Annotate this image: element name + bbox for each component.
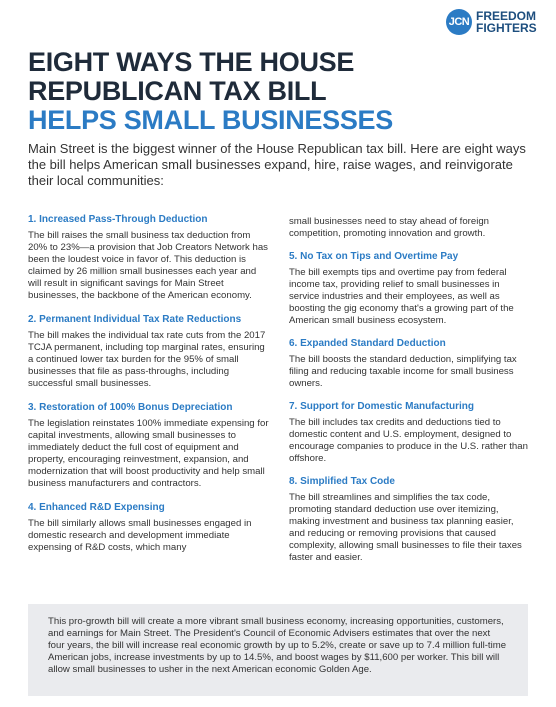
section-8 bbox=[289, 476, 531, 564]
page-headline bbox=[28, 48, 528, 135]
logo-line-1: FREEDOM bbox=[476, 9, 536, 23]
summary-text: This pro-growth bill will create a more vibrant small business economy, increasing opportunities, customers, and earnings for Main Street. The President's Council of Economic Advisers estimates that over the next four years, the bill will increase real economic growth by up to 5.2%, create or save up to 7.4 million full-time American jobs, increase investments by up to 14.5%, and boost wages by $11,600 per worker. This bill will allow small businesses to usher in the next American economic Golden Age. bbox=[48, 616, 507, 675]
section-title: 2. Permanent Individual Tax Rate Reductions bbox=[28, 314, 242, 325]
section-title: 4. Enhanced R&D Expensing bbox=[28, 502, 165, 513]
section-body: The legislation reinstates 100% immediate expensing for capital investments, allowing small businesses to immediately deduct the full cost of equipment and property, encouraging reinvestment, expansion, and modernization that will boost productivity and help small business manufacturers and contractors. bbox=[28, 418, 269, 489]
section-body: The bill raises the small business tax deduction from 20% to 23%—a provision that Job Creators Network has been the loudest voice in favor of. This deduction is claimed by 26 million small businesses each year and will result in significant savings for Main Street businesses, the backbone of the American economy. bbox=[28, 230, 268, 301]
section-4 bbox=[28, 502, 270, 554]
section-title: 8. Simplified Tax Code bbox=[289, 476, 395, 487]
section-title: 3. Restoration of 100% Bonus Depreciation bbox=[28, 402, 233, 413]
right-column bbox=[289, 216, 531, 575]
section-title: 1. Increased Pass-Through Deduction bbox=[28, 214, 208, 225]
section-body: The bill boosts the standard deduction, simplifying tax filing and reducing taxable income for small business owners. bbox=[289, 354, 517, 389]
headline-line-3: HELPS SMALL BUSINESSES bbox=[28, 105, 393, 135]
left-column bbox=[28, 214, 270, 566]
summary-callout-box bbox=[28, 604, 528, 696]
intro-paragraph: Main Street is the biggest winner of the House Republican tax bill. Here are eight ways the bill helps American small businesses expand, hire, raise wages, and reinvigorate their local communities: bbox=[28, 141, 526, 188]
headline-line-1: EIGHT WAYS THE HOUSE bbox=[28, 47, 355, 77]
section-4-continuation: small businesses need to stay ahead of foreign competition, promoting innovation and growth. bbox=[289, 216, 489, 239]
section-body: The bill includes tax credits and deductions tied to domestic content and U.S. employment, designed to encourage companies to produce in the U.S. rather than offshore. bbox=[289, 417, 528, 464]
logo-line-2: FIGHTERS bbox=[476, 21, 537, 35]
section-2 bbox=[28, 314, 270, 390]
section-7 bbox=[289, 401, 531, 465]
section-1 bbox=[28, 214, 270, 302]
section-5 bbox=[289, 251, 531, 327]
logo-wordmark bbox=[476, 10, 537, 34]
section-body: The bill similarly allows small businesses engaged in domestic research and development immediate expensing of R&D costs, which many bbox=[28, 518, 252, 553]
freedom-fighters-logo bbox=[446, 9, 537, 35]
section-6 bbox=[289, 338, 531, 390]
section-title: 7. Support for Domestic Manufacturing bbox=[289, 401, 475, 412]
section-3 bbox=[28, 402, 270, 490]
section-title: 6. Expanded Standard Deduction bbox=[289, 338, 446, 349]
section-body: The bill exempts tips and overtime pay from federal income tax, providing relief to small businesses in service industries and their employees, as well as boosting the gig economy that's a growing part of the American small business ecosystem. bbox=[289, 267, 514, 326]
section-body: The bill streamlines and simplifies the tax code, promoting standard deduction use over itemizing, making investment and business tax planning easier, and reducing or removing provisions that caused complexity, allowing small businesses to file their taxes faster and easier. bbox=[289, 492, 522, 563]
section-body: The bill makes the individual tax rate cuts from the 2017 TCJA permanent, including top marginal rates, ensuring a continued lower tax burden for the 95% of small businesses that file as pass-throughs, including successful small businesses. bbox=[28, 330, 266, 389]
section-title: 5. No Tax on Tips and Overtime Pay bbox=[289, 251, 459, 262]
jcn-logo-mark: JCN bbox=[446, 9, 472, 35]
headline-line-2: REPUBLICAN TAX BILL bbox=[28, 76, 327, 106]
